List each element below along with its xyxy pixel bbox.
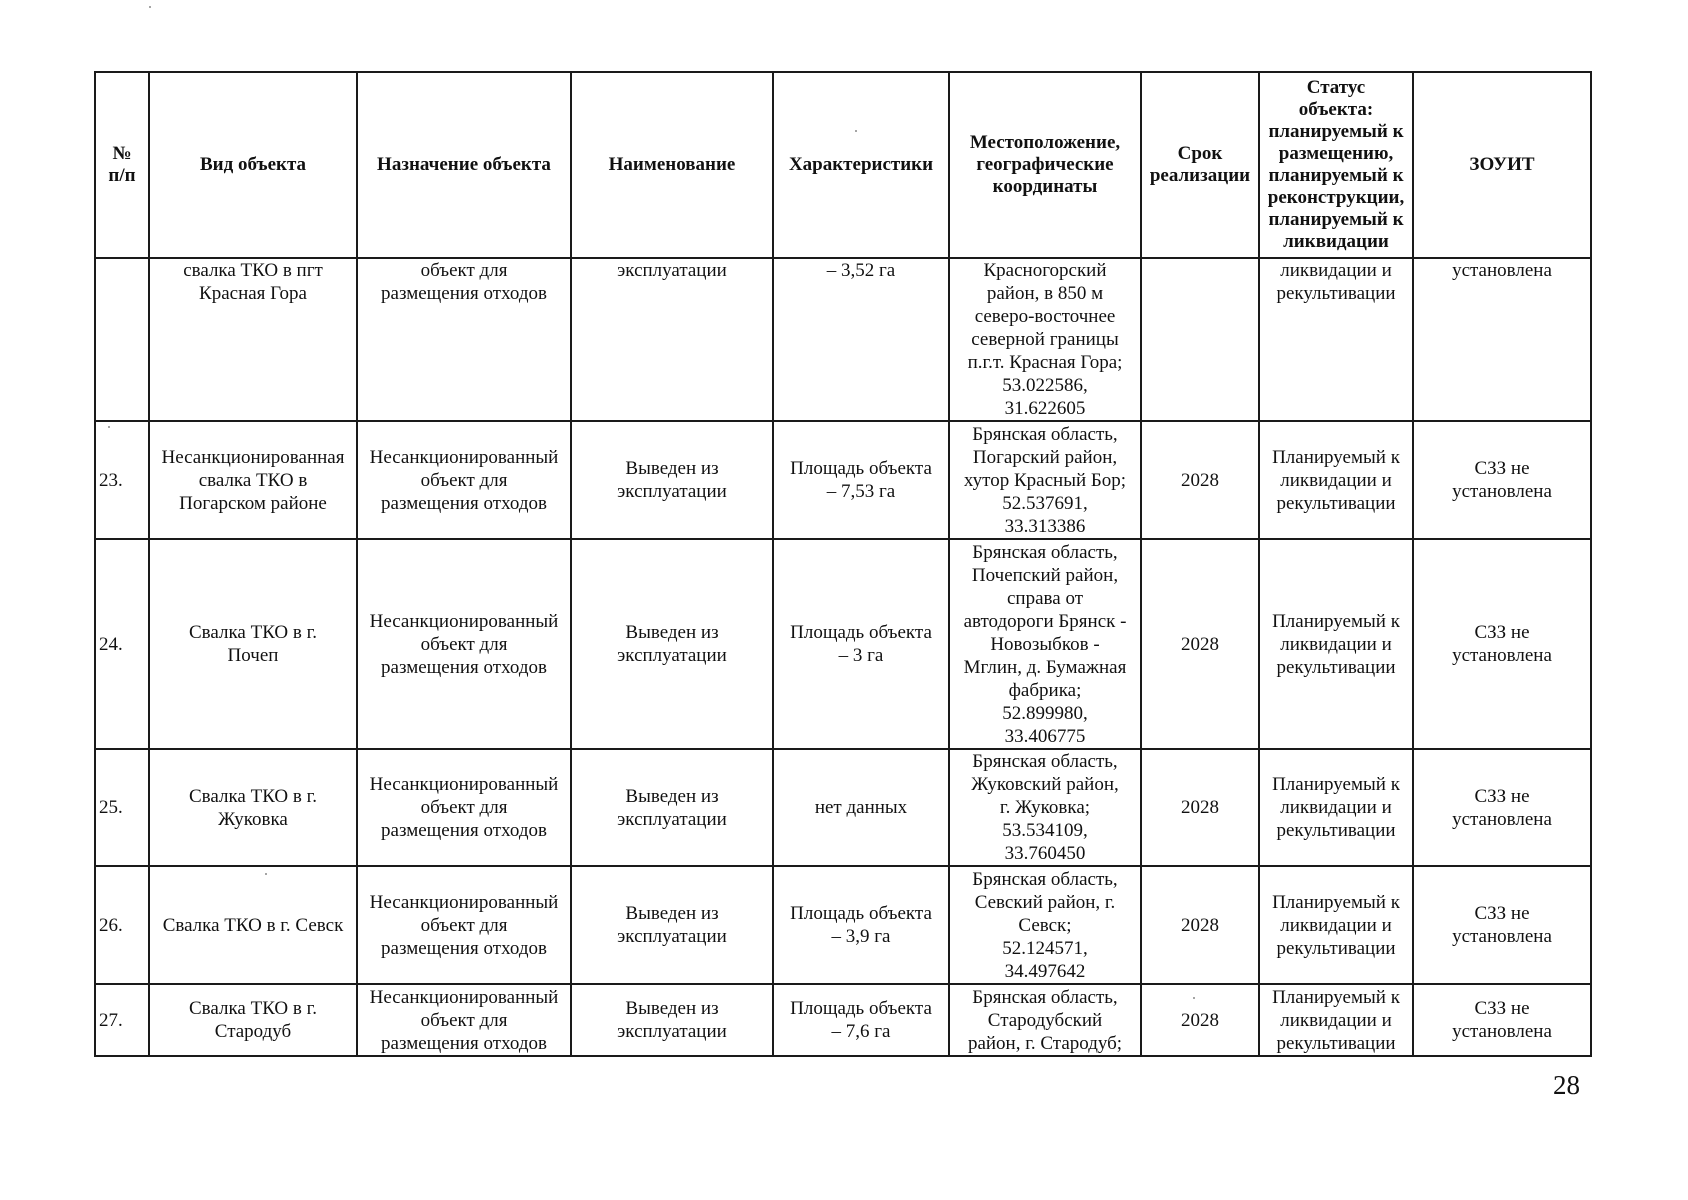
characteristics-cell: нет данных	[773, 749, 949, 866]
object-purpose-cell: Несанкционированный объект для размещения отходов	[357, 539, 571, 749]
object-type-cell: Свалка ТКО в г. Жуковка	[149, 749, 357, 866]
status-cell: Планируемый к ликвидации и рекультивации	[1259, 866, 1413, 984]
header-object-purpose: Назначение объекта	[357, 72, 571, 258]
object-type-cell: Свалка ТКО в г. Севск	[149, 866, 357, 984]
characteristics-cell: – 3,52 га	[773, 258, 949, 421]
location-cell: Брянская область, Севский район, г. Севск; 52.124571, 34.497642	[949, 866, 1141, 984]
characteristics-cell: Площадь объекта – 7,6 га	[773, 984, 949, 1056]
page-number: 28	[1553, 1070, 1580, 1100]
location-cell: Брянская область, Погарский район, хутор Красный Бор; 52.537691, 33.313386	[949, 421, 1141, 539]
zouit-cell: СЗЗ не установлена	[1413, 984, 1591, 1056]
header-name: Наименование	[571, 72, 773, 258]
table-row	[95, 984, 1591, 1056]
object-purpose-cell: объект для размещения отходов	[357, 258, 571, 421]
row-num-cell: 27.	[95, 984, 149, 1056]
zouit-cell: СЗЗ не установлена	[1413, 866, 1591, 984]
header-term: Срок реализации	[1141, 72, 1259, 258]
object-type-cell: Свалка ТКО в г. Почеп	[149, 539, 357, 749]
row-num-cell: 25.	[95, 749, 149, 866]
location-cell: Брянская область, Почепский район, справа от автодороги Брянск - Новозыбков - Мглин, д. Бумажная фабрика; 52.899980, 33.406775	[949, 539, 1141, 749]
name-cell: Выведен из эксплуатации	[571, 749, 773, 866]
object-type-cell: Несанкционированная свалка ТКО в Погарском районе	[149, 421, 357, 539]
table-row	[95, 749, 1591, 866]
term-cell: 2028	[1141, 421, 1259, 539]
characteristics-cell: Площадь объекта – 3,9 га	[773, 866, 949, 984]
zouit-cell: СЗЗ не установлена	[1413, 539, 1591, 749]
name-cell: Выведен из эксплуатации	[571, 984, 773, 1056]
characteristics-cell: Площадь объекта – 7,53 га	[773, 421, 949, 539]
term-cell: 2028	[1141, 539, 1259, 749]
object-purpose-cell: Несанкционированный объект для размещения отходов	[357, 866, 571, 984]
object-purpose-cell: Несанкционированный объект для размещения отходов	[357, 421, 571, 539]
header-num: № п/п	[95, 72, 149, 258]
term-cell: 2028	[1141, 866, 1259, 984]
name-cell: Выведен из эксплуатации	[571, 866, 773, 984]
characteristics-cell: Площадь объекта – 3 га	[773, 539, 949, 749]
object-purpose-cell: Несанкционированный объект для размещения отходов	[357, 749, 571, 866]
row-num-cell: 23.	[95, 421, 149, 539]
table-row	[95, 421, 1591, 539]
zouit-cell: СЗЗ не установлена	[1413, 749, 1591, 866]
status-cell: ликвидации и рекультивации	[1259, 258, 1413, 421]
header-zouit: ЗОУИТ	[1413, 72, 1591, 258]
table-row	[95, 258, 1591, 421]
term-cell: 2028	[1141, 749, 1259, 866]
row-num-cell	[95, 258, 149, 421]
zouit-cell: СЗЗ не установлена	[1413, 421, 1591, 539]
zouit-cell: установлена	[1413, 258, 1591, 421]
status-cell: Планируемый к ликвидации и рекультивации	[1259, 749, 1413, 866]
header-characteristics: Характеристики	[773, 72, 949, 258]
header-object-type: Вид объекта	[149, 72, 357, 258]
table-row	[95, 866, 1591, 984]
row-num-cell: 24.	[95, 539, 149, 749]
header-status: Статус объекта: планируемый к размещению, планируемый к реконструкции, планируемый к ликвидации	[1259, 72, 1413, 258]
table-row	[95, 539, 1591, 749]
term-cell: 2028	[1141, 984, 1259, 1056]
object-type-cell: свалка ТКО в пгт Красная Гора	[149, 258, 357, 421]
status-cell: Планируемый к ликвидации и рекультивации	[1259, 421, 1413, 539]
scan-speck	[149, 6, 151, 8]
status-cell: Планируемый к ликвидации и рекультивации	[1259, 539, 1413, 749]
objects-registry-table	[94, 71, 1592, 1057]
location-cell: Брянская область, Жуковский район, г. Жуковка; 53.534109, 33.760450	[949, 749, 1141, 866]
status-cell: Планируемый к ликвидации и рекультивации	[1259, 984, 1413, 1056]
object-purpose-cell: Несанкционированный объект для размещения отходов	[357, 984, 571, 1056]
row-num-cell: 26.	[95, 866, 149, 984]
location-cell: Брянская область, Стародубский район, г. Стародуб;	[949, 984, 1141, 1056]
name-cell: Выведен из эксплуатации	[571, 421, 773, 539]
name-cell: эксплуатации	[571, 258, 773, 421]
table-header-row	[95, 72, 1591, 258]
location-cell: Красногорский район, в 850 м северо-восточнее северной границы п.г.т. Красная Гора; 53.022586, 31.622605	[949, 258, 1141, 421]
name-cell: Выведен из эксплуатации	[571, 539, 773, 749]
term-cell	[1141, 258, 1259, 421]
object-type-cell: Свалка ТКО в г. Стародуб	[149, 984, 357, 1056]
header-location: Местоположение, географические координаты	[949, 72, 1141, 258]
